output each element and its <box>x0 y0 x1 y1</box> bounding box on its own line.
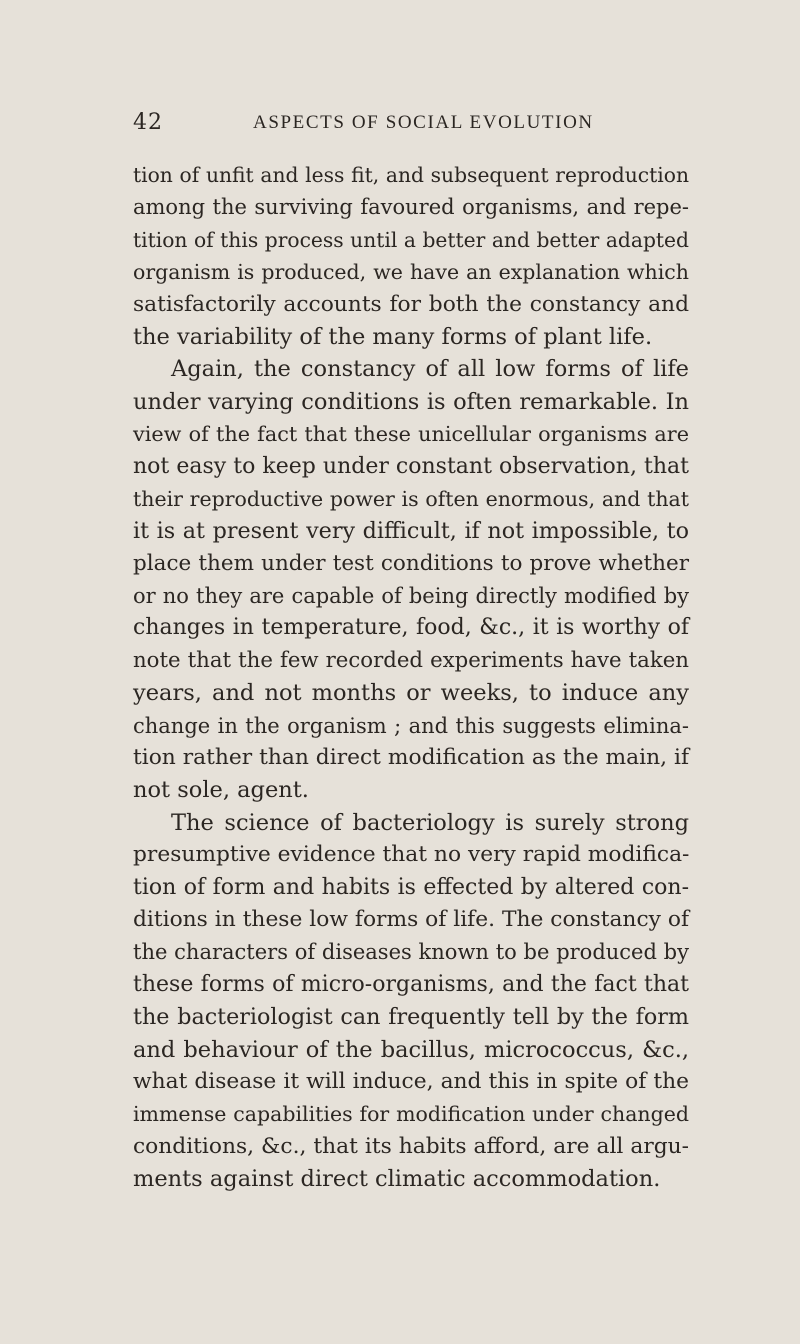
text-line: not easy to keep under constant observation, that <box>133 453 689 479</box>
text-line: these forms of micro-organisms, and the fact that <box>133 971 689 997</box>
running-title: ASPECTS OF SOCIAL EVOLUTION <box>253 112 594 133</box>
text-line: under varying conditions is often remarkable. In <box>133 388 689 415</box>
text-line: place them under test conditions to prove whether <box>133 550 689 576</box>
text-line: ditions in these low forms of life. The constancy of <box>133 906 689 932</box>
text-line: their reproductive power is often enormous, and that <box>133 486 689 511</box>
text-line: tion of unfit and less fit, and subsequent reproduction <box>133 163 689 187</box>
text-line: changes in temperature, food, &c., it is worthy of <box>133 615 689 641</box>
page-number: 42 <box>133 110 163 135</box>
text-line: tion rather than direct modification as the main, if <box>133 745 689 771</box>
text-line: view of the fact that these unicellular organisms are <box>133 422 689 447</box>
text-line: what disease it will induce, and this in spite of the <box>133 1068 689 1094</box>
text-line: The science of bacteriology is surely strong <box>171 809 689 836</box>
text-line: it is at present very difficult, if not impossible, to <box>133 518 689 545</box>
text-line: and behaviour of the bacillus, micrococcus, &c., <box>133 1036 689 1063</box>
page-header <box>133 110 689 140</box>
text-line: or no they are capable of being directly modified by <box>133 584 689 609</box>
text-line: organism is produced, we have an explanation which <box>133 260 689 285</box>
text-line: presumptive evidence that no very rapid modifica- <box>133 842 690 868</box>
text-line: years, and not months or weeks, to induce any <box>133 680 689 707</box>
text-line: the bacteriologist can frequently tell by the form <box>133 1004 689 1031</box>
text-line: among the surviving favoured organisms, and repe- <box>133 195 689 220</box>
text-line: tion of form and habits is effected by altered con- <box>133 874 689 900</box>
text-line: tition of this process until a better and better adapted <box>133 227 689 252</box>
text-line: satisfactorily accounts for both the constancy and <box>133 291 689 317</box>
text-line: the characters of diseases known to be produced by <box>133 940 689 965</box>
text-line: immense capabilities for modification under changed <box>133 1102 689 1127</box>
text-line: change in the organism ; and this suggests elimina- <box>133 713 689 738</box>
text-line: the variability of the many forms of plant life. <box>133 323 653 350</box>
text-line: ments against direct climatic accommodation. <box>133 1166 661 1193</box>
body-text <box>133 159 689 1196</box>
text-line: Again, the constancy of all low forms of life <box>171 356 689 383</box>
text-line: conditions, &c., that its habits afford, are all argu- <box>133 1133 689 1159</box>
text-line: not sole, agent. <box>133 777 309 804</box>
text-line: note that the few recorded experiments have taken <box>133 647 689 673</box>
